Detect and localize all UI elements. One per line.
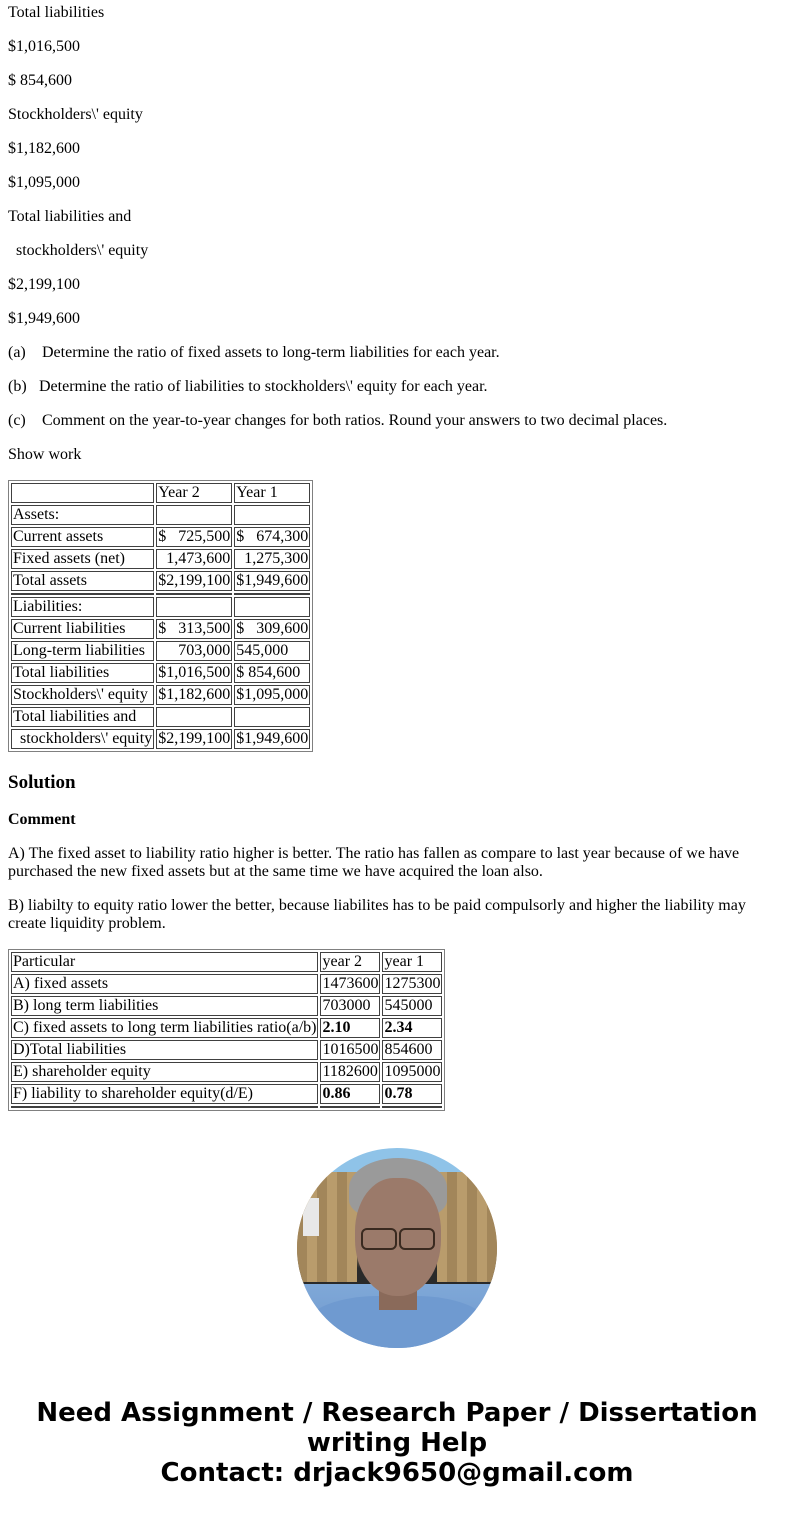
row-label: D)Total liabilities — [11, 1040, 318, 1060]
year2-value — [156, 597, 232, 617]
dollar-sign: $ — [236, 528, 245, 545]
year1-value — [234, 505, 310, 525]
amount: 725,500 — [178, 528, 231, 545]
year2-value — [156, 527, 232, 547]
table-row — [11, 1040, 442, 1060]
header-cell: Particular — [11, 952, 318, 972]
comment-b: B) liabilty to equity ratio lower the better, because liabilites has to be paid compulsorly and higher the liability may create liquidity problem. — [8, 897, 746, 932]
year1-value: $ 854,600 — [234, 663, 310, 683]
solution-heading: Solution — [8, 772, 76, 793]
year1-value — [234, 707, 310, 727]
promo-line-1: Need Assignment / Research Paper / Dissertation — [36, 1398, 758, 1428]
separator-cell — [11, 593, 154, 595]
year1-value: 545,000 — [234, 641, 310, 661]
year2-value — [156, 619, 232, 639]
year1-ratio: 0.78 — [382, 1084, 442, 1104]
ratio-table — [8, 949, 445, 1111]
row-label: Liabilities: — [11, 597, 154, 617]
year1-value: 854600 — [382, 1040, 442, 1060]
table-row — [11, 641, 310, 661]
promo-banner — [8, 1398, 786, 1488]
table-row — [11, 549, 310, 569]
question-label: (b) — [8, 378, 27, 395]
comment-a: A) The fixed asset to liability ratio higher is better. The ratio has fallen as compare to last year because of we have purchased the new fixed assets but at the same time we have acquired the loan also. — [8, 845, 740, 880]
empty-row — [11, 1106, 442, 1108]
question-text: Determine the ratio of fixed assets to long-term liabilities for each year. — [42, 344, 500, 361]
table-header-row — [11, 483, 310, 503]
balance-sheet-table — [8, 480, 313, 752]
year2-value: $1,016,500 — [158, 664, 231, 681]
amount: 674,300 — [256, 528, 309, 545]
row-label: Fixed assets (net) — [11, 549, 154, 569]
table-row — [11, 527, 310, 547]
year2-value: 703000 — [320, 996, 380, 1016]
year2-ratio: 0.86 — [320, 1084, 380, 1104]
separator-row — [11, 593, 310, 595]
separator-cell — [156, 593, 232, 595]
wall-switch — [303, 1198, 319, 1236]
year1-value: 1275300 — [384, 975, 441, 992]
year1-value: 1095000 — [384, 1063, 441, 1080]
row-label: Current assets — [11, 527, 154, 547]
row-label: Total liabilities — [11, 663, 154, 683]
empty-cell — [320, 1106, 380, 1108]
header-cell — [11, 483, 154, 503]
row-label: Current liabilities — [11, 619, 154, 639]
year2-value — [156, 707, 232, 727]
intro-line: $1,016,500 — [8, 38, 80, 55]
row-label: F) liability to shareholder equity(d/E) — [11, 1084, 318, 1104]
question-label: (a) — [8, 344, 26, 361]
intro-line: Stockholders\' equity — [8, 106, 143, 123]
row-label: E) shareholder equity — [11, 1062, 318, 1082]
table-header-row — [11, 952, 442, 972]
year1-value: $1,949,600 — [236, 572, 309, 589]
intro-line: $2,199,100 — [8, 276, 80, 293]
table-row — [11, 663, 310, 683]
separator-cell — [234, 593, 310, 595]
intro-line: Total liabilities — [8, 4, 105, 21]
table-row — [11, 597, 310, 617]
table-row — [11, 685, 310, 705]
year2-value: $1,182,600 — [158, 686, 231, 703]
year2-value: 1182600 — [320, 1062, 380, 1082]
intro-line: Total liabilities and — [8, 208, 132, 225]
year1-value: $1,095,000 — [236, 686, 309, 703]
empty-cell — [382, 1106, 442, 1108]
empty-cell — [11, 1106, 318, 1108]
row-label: B) long term liabilities — [11, 996, 318, 1016]
year1-ratio: 2.34 — [382, 1018, 442, 1038]
dollar-sign: $ — [236, 620, 245, 637]
row-label: stockholders\' equity — [11, 729, 154, 749]
year1-value — [234, 527, 310, 547]
promo-contact: Contact: drjack9650@gmail.com — [160, 1458, 634, 1488]
author-photo-icon — [297, 1148, 497, 1348]
year1-value — [234, 597, 310, 617]
table-row — [11, 505, 310, 525]
intro-line: $1,095,000 — [8, 174, 80, 191]
promo-line-2: writing Help — [306, 1428, 488, 1458]
intro-line: stockholders\' equity — [16, 242, 149, 259]
year1-value — [234, 619, 310, 639]
row-label: Assets: — [11, 505, 154, 525]
row-label: Long-term liabilities — [11, 641, 154, 661]
year2-value: 1473600 — [322, 975, 379, 992]
glasses-icon — [361, 1228, 435, 1248]
year2-value: 1016500 — [322, 1041, 379, 1058]
question-label: (c) — [8, 412, 26, 429]
year2-value — [156, 505, 232, 525]
table-row — [11, 619, 310, 639]
amount: 313,500 — [178, 620, 231, 637]
table-row — [11, 996, 442, 1016]
year2-value: $2,199,100 — [158, 572, 231, 589]
header-cell: Year 1 — [234, 483, 310, 503]
table-row — [11, 707, 310, 727]
question-c — [8, 412, 786, 430]
table-row — [11, 1062, 442, 1082]
question-b — [8, 378, 786, 396]
year1-value: 1,275,300 — [234, 549, 310, 569]
header-cell: year 2 — [320, 952, 380, 972]
dollar-sign: $ — [158, 528, 167, 545]
amount: 309,600 — [256, 620, 309, 637]
intro-line: $ 854,600 — [8, 72, 72, 89]
row-label: Total liabilities and — [11, 707, 154, 727]
table-row — [11, 729, 310, 749]
intro-line: $1,949,600 — [8, 310, 80, 327]
row-label: C) fixed assets to long term liabilities ratio(a/b) — [13, 1019, 317, 1036]
row-label: A) fixed assets — [11, 974, 318, 994]
year2-value: 703,000 — [156, 641, 232, 661]
year1-value: $1,949,600 — [236, 730, 309, 747]
table-row — [11, 974, 442, 994]
table-row — [11, 571, 310, 591]
comment-heading: Comment — [8, 811, 76, 828]
year2-value: $2,199,100 — [158, 730, 231, 747]
dollar-sign: $ — [158, 620, 167, 637]
question-text: Comment on the year-to-year changes for both ratios. Round your answers to two decimal places. — [42, 412, 668, 429]
author-photo-container — [8, 1148, 786, 1348]
row-label: Stockholders\' equity — [11, 685, 154, 705]
year2-value: 1,473,600 — [156, 549, 232, 569]
header-cell: year 1 — [382, 952, 442, 972]
year2-ratio: 2.10 — [320, 1018, 380, 1038]
table-row — [11, 1084, 442, 1104]
row-label: Total assets — [11, 571, 154, 591]
question-text: Determine the ratio of liabilities to stockholders\' equity for each year. — [39, 378, 488, 395]
intro-line: $1,182,600 — [8, 140, 80, 157]
table-row — [11, 1018, 442, 1038]
question-a — [8, 344, 786, 362]
year1-value: 545000 — [382, 996, 442, 1016]
show-work-label: Show work — [8, 446, 82, 463]
header-cell: Year 2 — [156, 483, 232, 503]
